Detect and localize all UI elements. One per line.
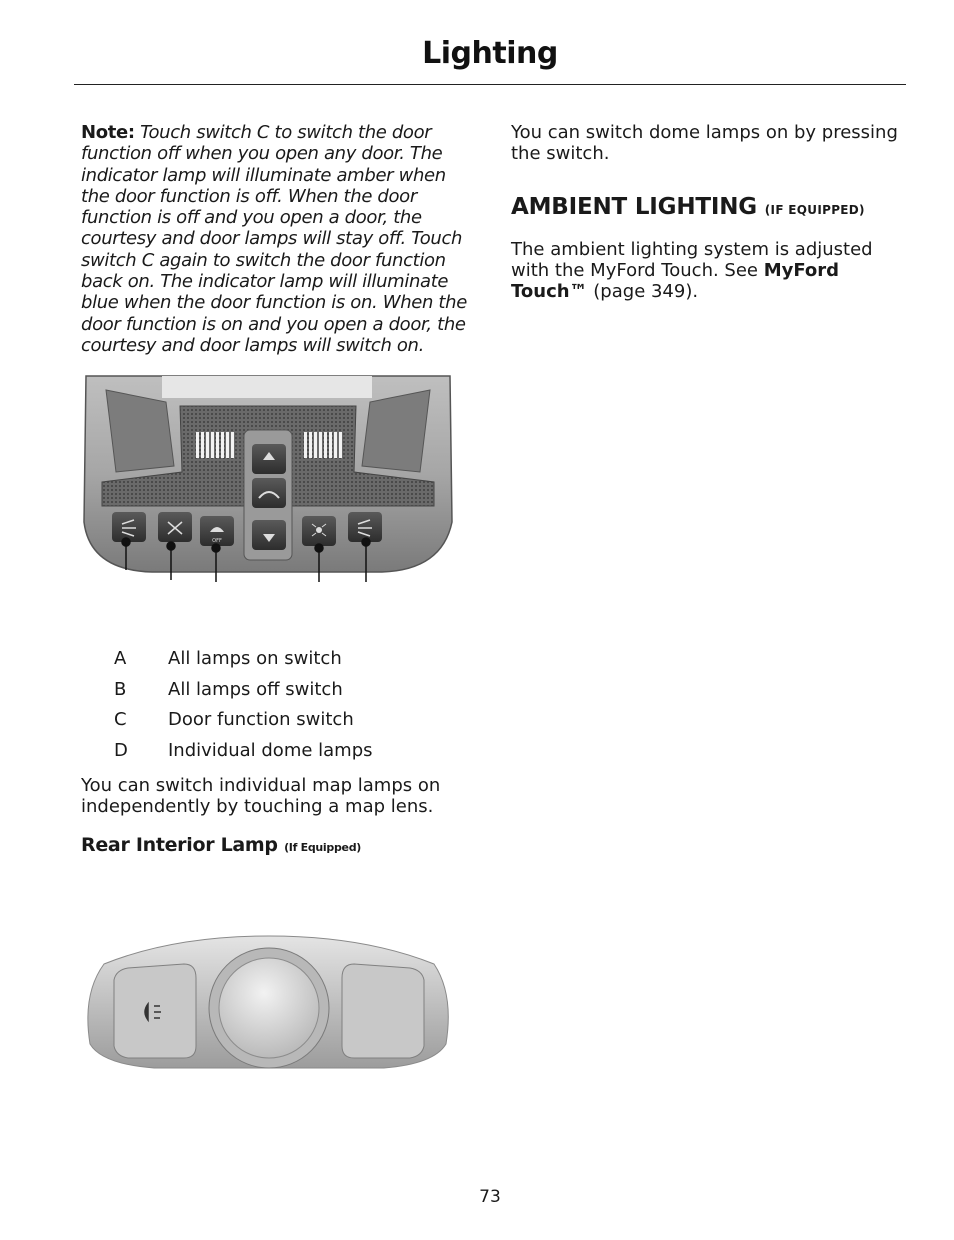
ambient-paragraph: The ambient lighting system is adjusted with the MyFord Touch. See MyFord Touch™ (page 349). — [511, 238, 873, 303]
ambient-heading: AMBIENT LIGHTING (IF EQUIPPED) — [511, 193, 865, 220]
legend-list — [114, 643, 373, 766]
legend-row — [114, 643, 373, 674]
legend-label: All lamps on switch — [168, 647, 342, 669]
left-column — [81, 122, 476, 356]
ambient-tag: (IF EQUIPPED) — [764, 202, 865, 217]
dome-lamp-paragraph: You can switch dome lamps on by pressing the switch. — [511, 122, 898, 165]
legend-label: All lamps off switch — [168, 678, 343, 700]
map-lamp-paragraph: You can switch individual map lamps on independently by touching a map lens. — [81, 775, 441, 818]
rear-lamp-tag: (If Equipped) — [284, 840, 362, 854]
note-paragraph — [81, 122, 476, 356]
legend-key: B — [114, 678, 127, 700]
legend-key: D — [114, 739, 128, 761]
note-text: Touch switch C to switch the door function off when you open any door. The indicator lamp will illuminate amber when the door function is off. When the door function is off and you open a door, the courtesy and door lamps will stay off. Touch switch C again to switch the door function back on. The indicator lamp will illuminate blue when the door function is on. When the door function is on and you open a door, the courtesy and door lamps will switch on. — [81, 122, 467, 356]
all-lamps-off-icon — [158, 512, 192, 542]
note-label: Note: — [81, 122, 135, 143]
page-title: Lighting — [422, 36, 558, 71]
legend-row — [114, 735, 373, 766]
legend-label: Door function switch — [168, 709, 354, 731]
page-number: 73 — [479, 1187, 501, 1207]
legend-label: Individual dome lamps — [168, 739, 373, 761]
legend-row — [114, 704, 373, 735]
door-function-icon — [200, 516, 234, 546]
myford-touch-reference[interactable]: MyFord Touch™ — [511, 259, 840, 303]
rear-lamp-figure — [84, 934, 454, 1082]
svg-text:OFF: OFF — [212, 538, 222, 544]
all-lamps-on-icon — [112, 512, 146, 542]
right-column — [511, 122, 906, 302]
legend-key: C — [114, 709, 127, 731]
legend-row — [114, 674, 373, 705]
map-lamp-section — [81, 775, 476, 856]
legend-key: A — [114, 647, 127, 669]
rear-lamp-heading: Rear Interior Lamp (If Equipped) — [81, 833, 362, 856]
overhead-console-figure — [82, 372, 454, 584]
dome-lamp-icon — [302, 516, 336, 546]
title-rule — [74, 84, 906, 85]
